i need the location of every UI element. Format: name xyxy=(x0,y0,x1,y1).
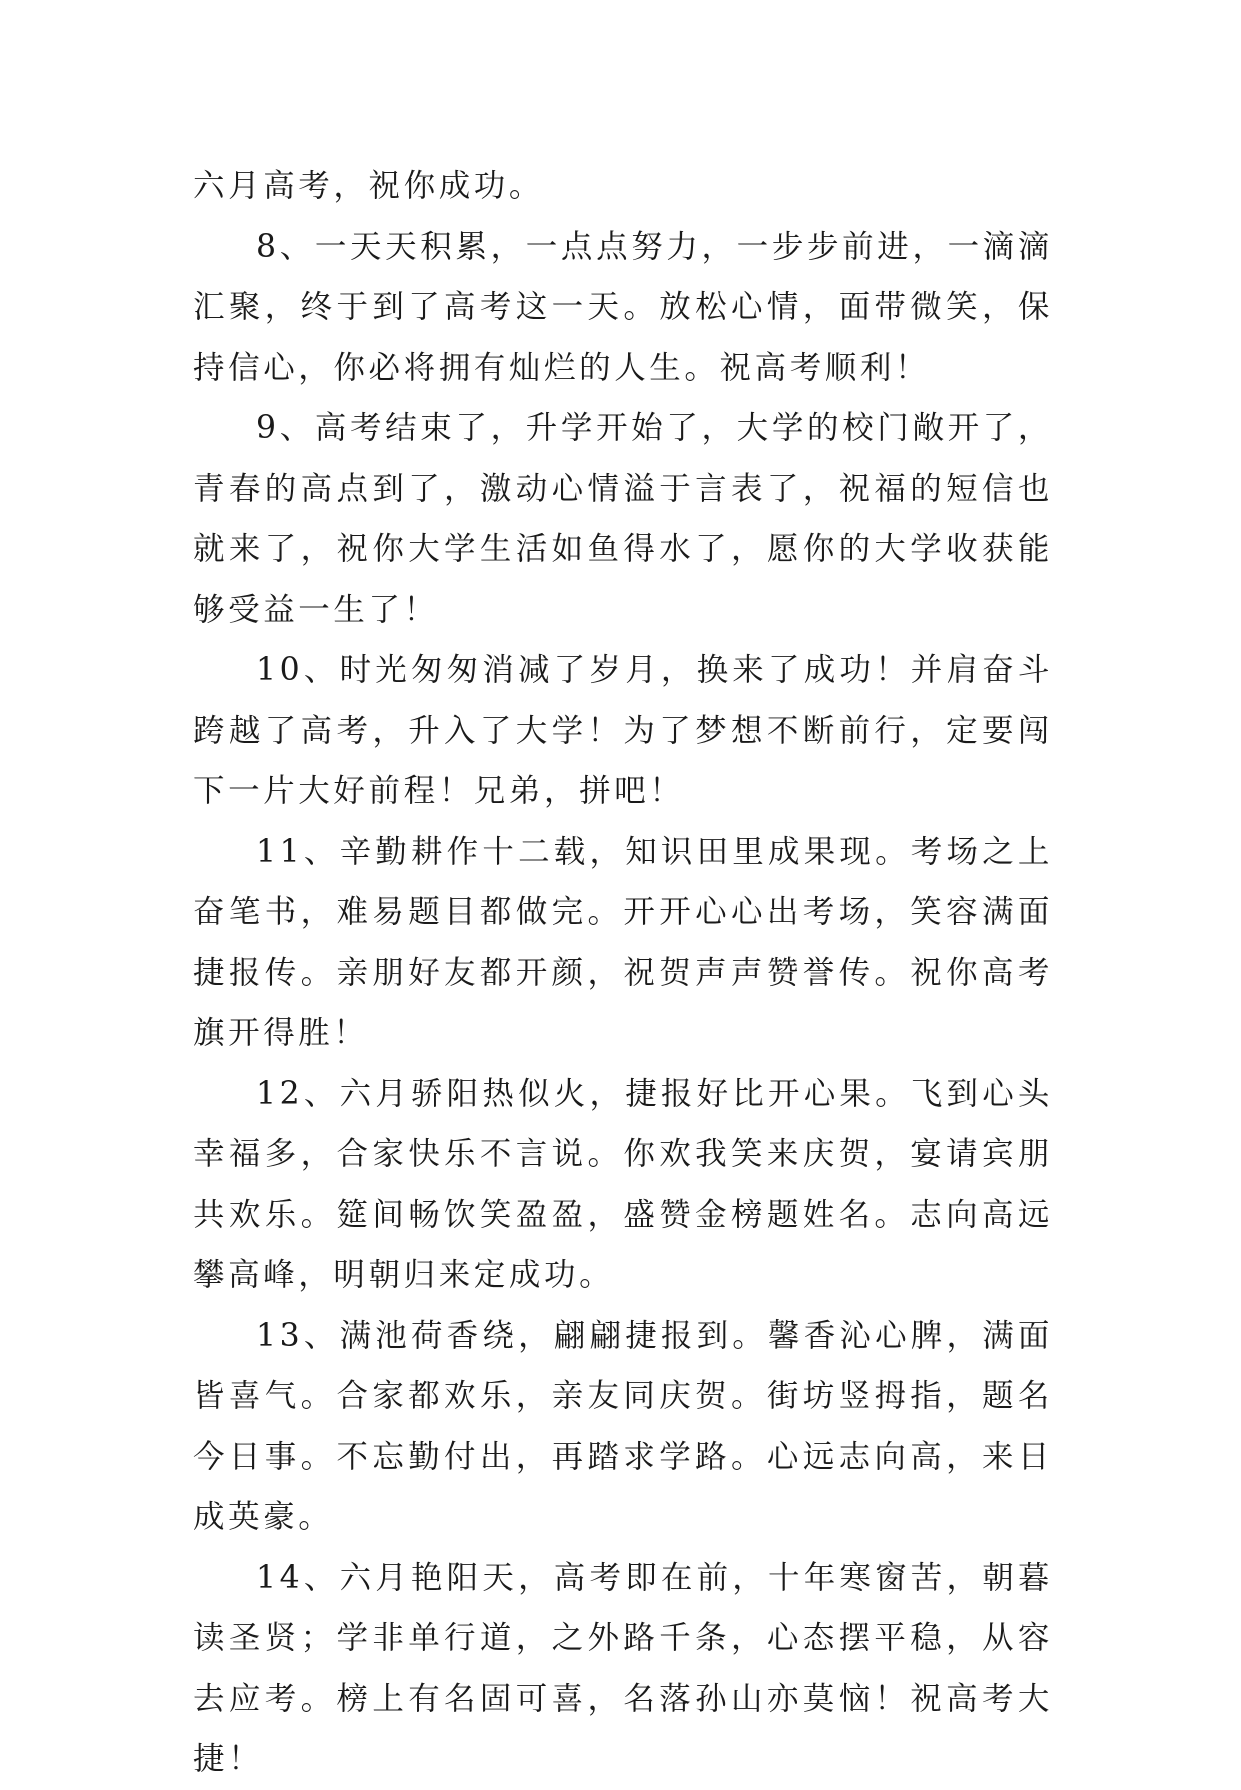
paragraph-10: 10、时光匆匆消减了岁月，换来了成功！并肩奋斗跨越了高考，升入了大学！为了梦想不断前行，定要闯下一片大好前程！兄弟，拼吧！ xyxy=(193,652,1053,809)
paragraph-continued: 六月高考，祝你成功。 xyxy=(193,168,545,204)
paragraph-13: 13、满池荷香绕，翩翩捷报到。馨香沁心脾，满面皆喜气。合家都欢乐，亲友同庆贺。街坊竖拇指，题名今日事。不忘勤付出，再踏求学路。心远志向高，来日成英豪。 xyxy=(193,1317,1053,1535)
paragraph-11: 11、辛勤耕作十二载，知识田里成果现。考场之上奋笔书，难易题目都做完。开开心心出考场，笑容满面捷报传。亲朋好友都开颜，祝贺声声赞誉传。祝你高考旗开得胜！ xyxy=(193,833,1053,1051)
paragraph-12: 12、六月骄阳热似火，捷报好比开心果。飞到心头幸福多，合家快乐不言说。你欢我笑来庆贺，宴请宾朋共欢乐。筵间畅饮笑盈盈，盛赞金榜题姓名。志向高远攀高峰，明朝归来定成功。 xyxy=(193,1075,1053,1293)
paragraph-14: 14、六月艳阳天，高考即在前，十年寒窗苦，朝暮读圣贤；学非单行道，之外路千条，心态摆平稳，从容去应考。榜上有名固可喜，名落孙山亦莫恼！祝高考大捷！ xyxy=(193,1559,1053,1777)
paragraph-8: 8、一天天积累，一点点努力，一步步前进，一滴滴汇聚，终于到了高考这一天。放松心情，面带微笑，保持信心，你必将拥有灿烂的人生。祝高考顺利！ xyxy=(193,228,1053,386)
document-body xyxy=(193,156,1053,1790)
paragraph-9: 9、高考结束了，升学开始了，大学的校门敞开了，青春的高点到了，激动心情溢于言表了，祝福的短信也就来了，祝你大学生活如鱼得水了，愿你的大学收获能够受益一生了！ xyxy=(193,410,1053,628)
